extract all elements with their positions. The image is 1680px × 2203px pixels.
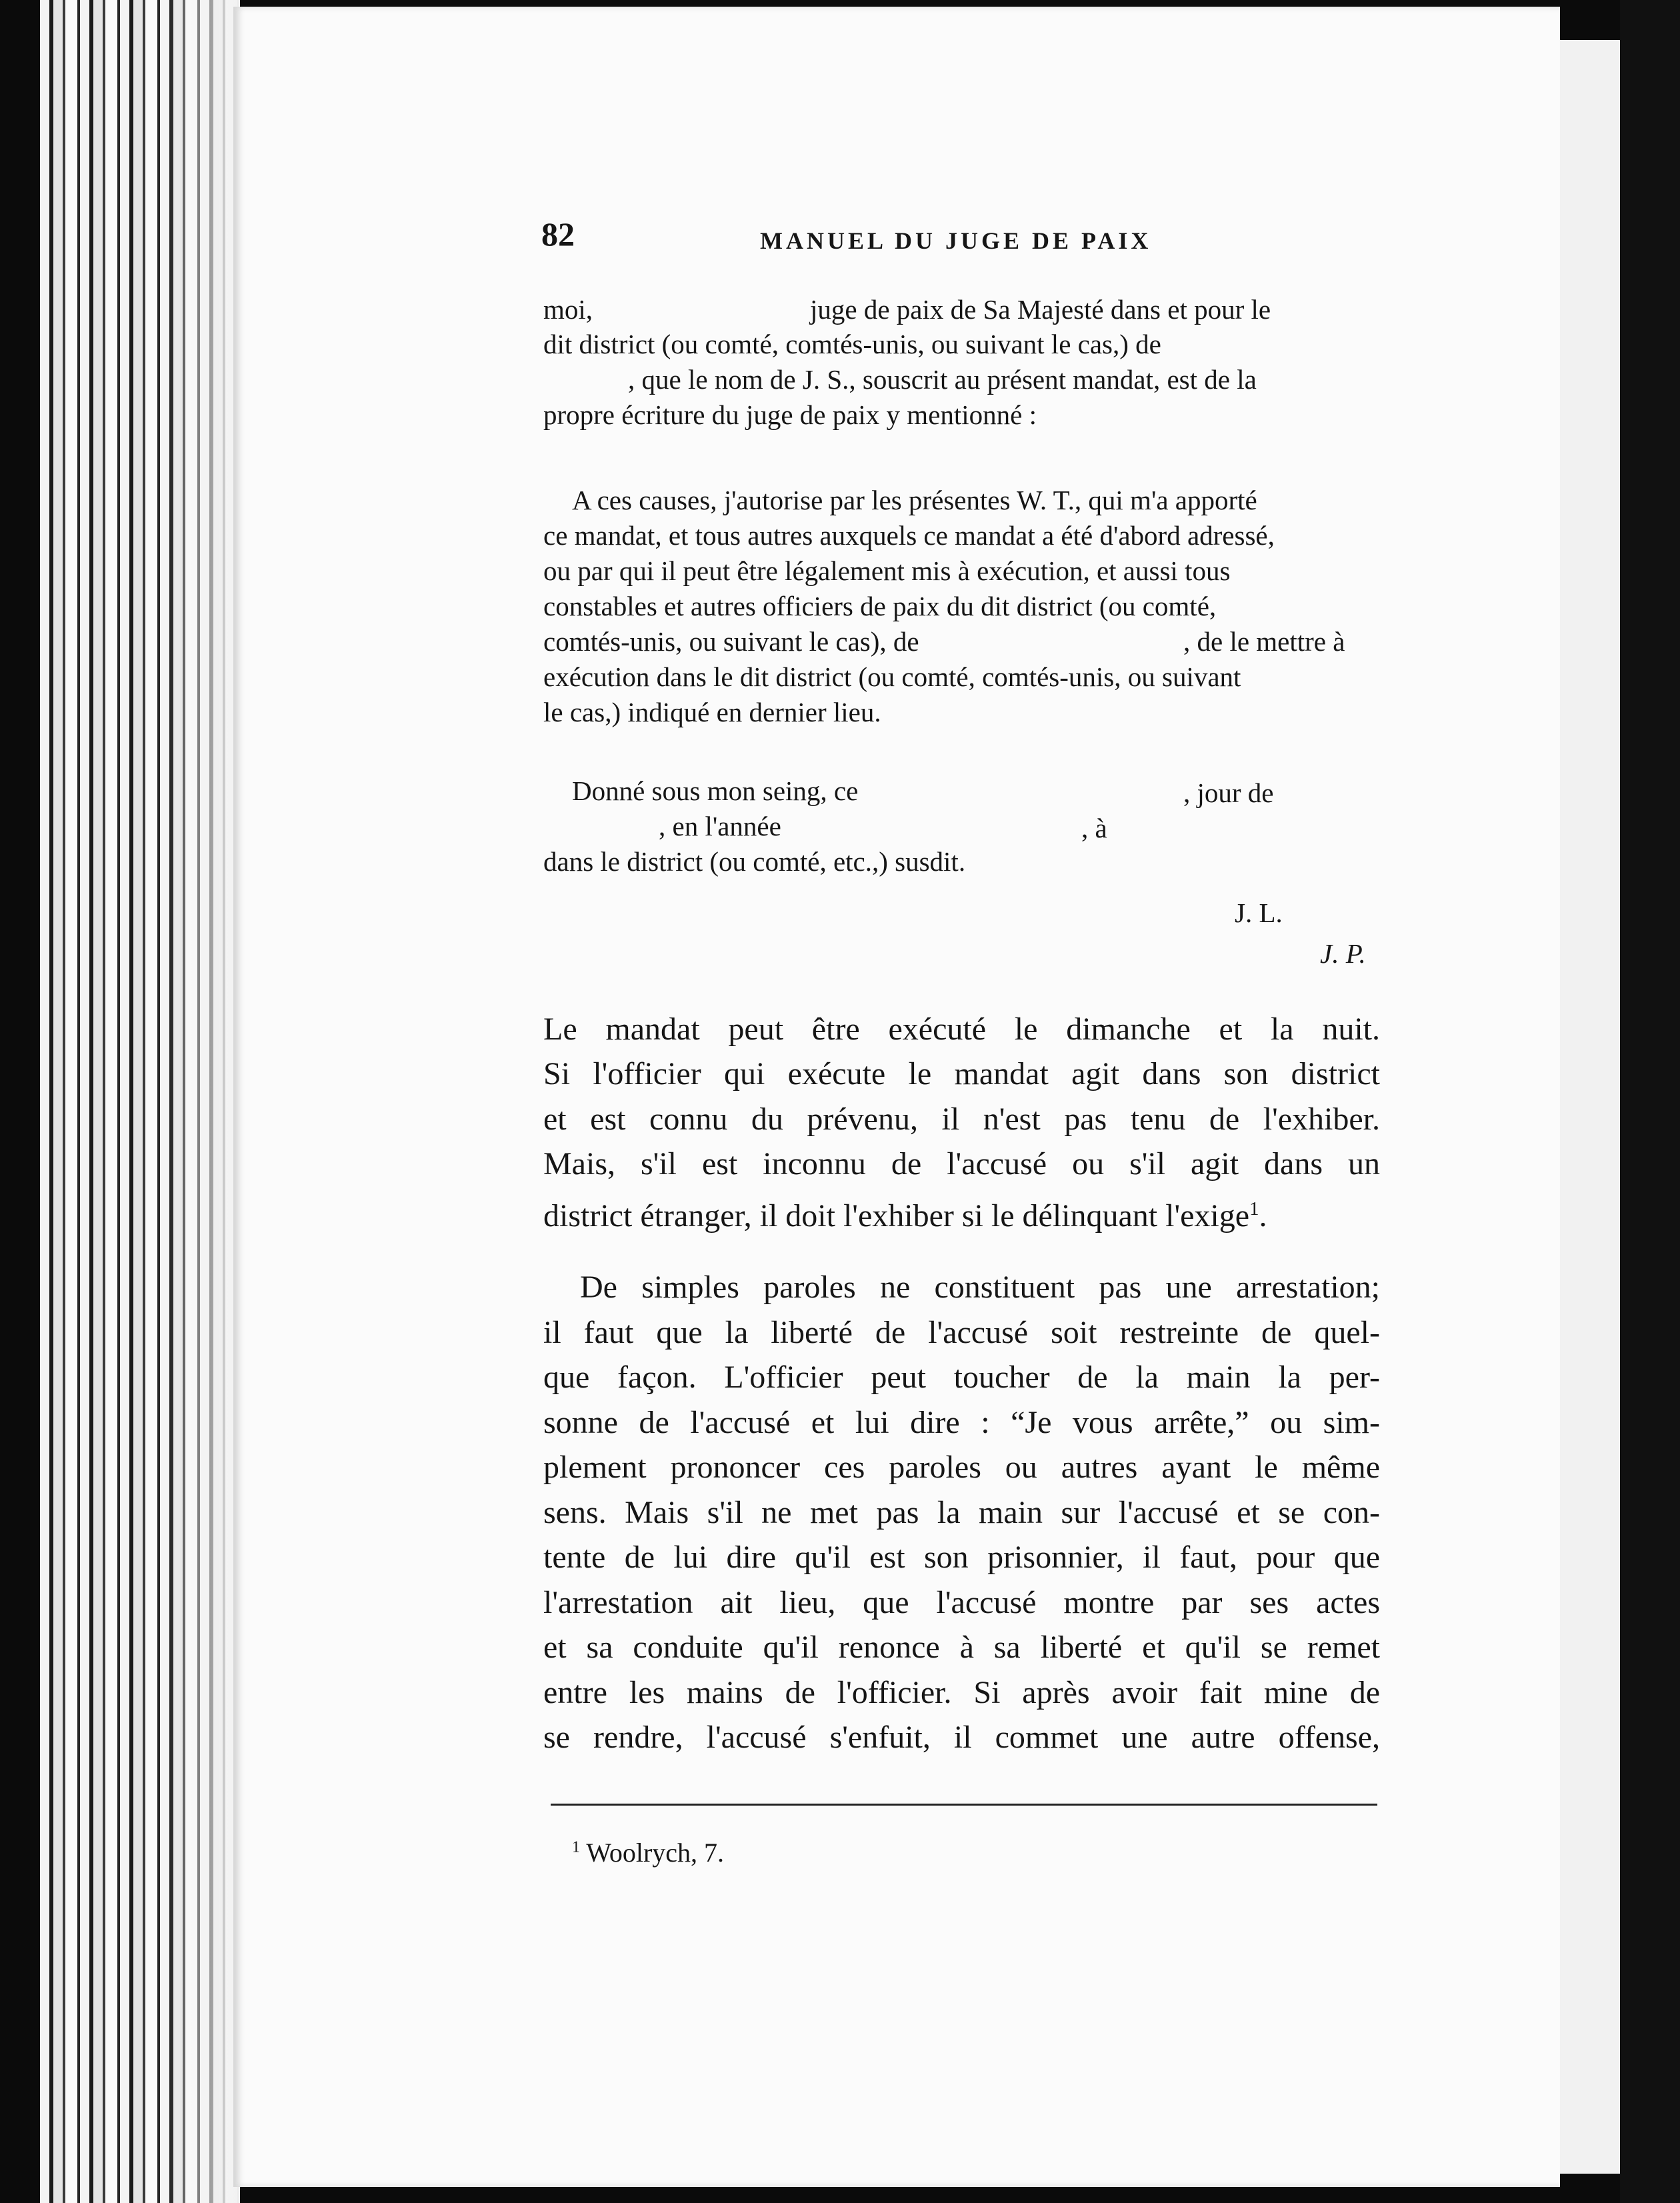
body-p2-line-5: plement prononcer ces paroles ou autres ayant le même <box>543 1450 1380 1485</box>
form-intro-line-2: dit district (ou comté, comtés-unis, ou suivant le cas,) de <box>543 329 1161 359</box>
form-intro-line-1b: juge de paix de Sa Majesté dans et pour le <box>810 294 1271 325</box>
body-p1-line-4: Mais, s'il est inconnu de l'accusé ou s'il agit dans un <box>543 1146 1380 1182</box>
form-intro-line-4: propre écriture du juge de paix y mentionné : <box>543 399 1037 430</box>
body-p2-line-4: sonne de l'accusé et lui dire : “Je vous arrête,” ou sim- <box>543 1405 1380 1440</box>
body-p2-line-11: se rendre, l'accusé s'enfuit, il commet une autre offense, <box>543 1720 1380 1755</box>
body-p2-line-1: De simples paroles ne constituent pas une arrestation; <box>580 1270 1380 1305</box>
page-edges-fade <box>167 0 240 2203</box>
body-p2-line-10: entre les mains de l'officier. Si après avoir fait mine de <box>543 1675 1380 1710</box>
body-p2-line-7: tente de lui dire qu'il est son prisonnier, il faut, pour que <box>543 1540 1380 1575</box>
form-warrant-line-2: ce mandat, et tous autres auxquels ce mandat a été d'abord adressé, <box>543 520 1275 551</box>
form-warrant-line-4: constables et autres officiers de paix du dit district (ou comté, <box>543 591 1217 621</box>
form-signature-line-3: dans le district (ou comté, etc.,) susdit. <box>543 846 966 877</box>
form-intro-line-3: , que le nom de J. S., souscrit au présent mandat, est de la <box>628 364 1257 395</box>
footnote-marker: 1 <box>572 1838 580 1856</box>
body-p2-line-6: sens. Mais s'il ne met pas la main sur l'accusé et se con- <box>543 1495 1380 1530</box>
footnote-rule <box>551 1804 1377 1806</box>
form-signature-line-1a: Donné sous mon seing, ce <box>572 775 859 806</box>
body-p2-line-2: il faut que la liberté de l'accusé soit restreinte de quel- <box>543 1315 1380 1350</box>
form-warrant-line-5b: , de le mettre à <box>1183 626 1345 657</box>
page-number: 82 <box>541 215 575 253</box>
form-warrant-line-5a: comtés-unis, ou suivant le cas), de <box>543 626 919 657</box>
body-p2-line-8: l'arrestation ait lieu, que l'accusé montre par ses actes <box>543 1585 1380 1620</box>
binding-shadow <box>1620 0 1680 2203</box>
signer-title: J. P. <box>1320 938 1366 969</box>
body-p1-line-1: Le mandat peut être exécuté le dimanche et la nuit. <box>543 1011 1380 1047</box>
body-p2-line-3: que façon. L'officier peut toucher de la main la per- <box>543 1360 1380 1395</box>
form-signature-line-2a: , en l'année <box>659 811 781 841</box>
right-page-margin <box>1560 40 1620 2174</box>
form-intro-line-1a: moi, <box>543 294 593 325</box>
form-warrant-line-6: exécution dans le dit district (ou comté, comtés-unis, ou suivant <box>543 661 1241 692</box>
form-signature-line-1b: , jour de <box>1183 777 1274 808</box>
footnote <box>572 1837 724 1868</box>
form-warrant-line-3: ou par qui il peut être légalement mis à exécution, et aussi tous <box>543 555 1231 586</box>
body-p1-line-2: Si l'officier qui exécute le mandat agit dans son district <box>543 1056 1380 1091</box>
running-title: MANUEL DU JUGE DE PAIX <box>760 227 1152 254</box>
footnote-ref: 1 <box>1249 1198 1259 1220</box>
body-p2-line-9: et sa conduite qu'il renonce à sa liberté et qu'il se remet <box>543 1630 1380 1665</box>
body-p1-line-3: et est connu du prévenu, il n'est pas tenu de l'exhiber. <box>543 1102 1380 1137</box>
signer-initials: J. L. <box>1235 897 1283 928</box>
form-signature-line-2b: , à <box>1081 813 1107 843</box>
footnote-text: Woolrych, 7. <box>586 1838 725 1868</box>
form-warrant-line-7: le cas,) indiqué en dernier lieu. <box>543 697 881 727</box>
body-p1-line-5: district étranger, il doit l'exhiber si le délinquant l'exige$^1$. <box>543 1198 1267 1234</box>
form-warrant-line-1: A ces causes, j'autorise par les présentes W. T., qui m'a apporté <box>572 485 1257 515</box>
